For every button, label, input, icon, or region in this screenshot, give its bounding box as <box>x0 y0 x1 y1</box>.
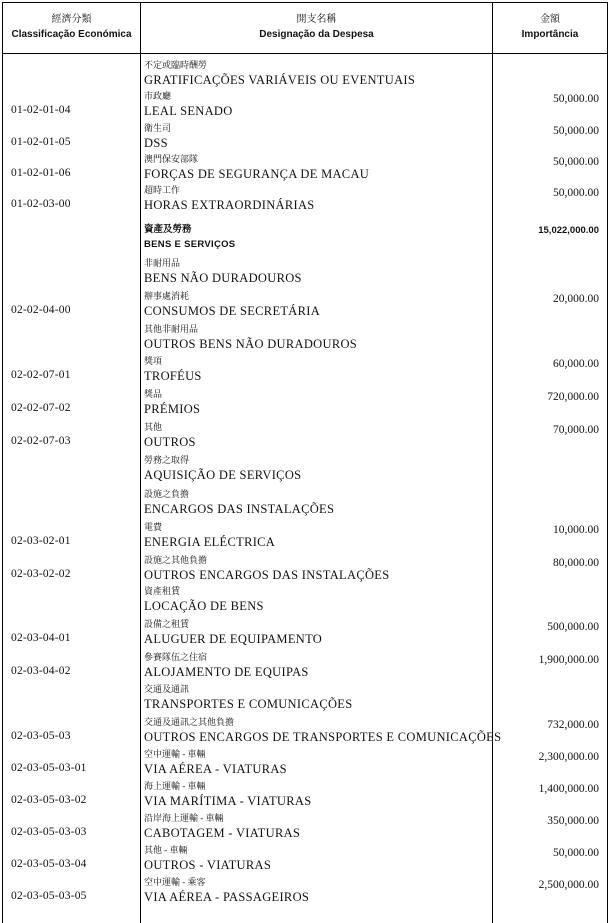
row-designation <box>144 553 489 584</box>
row-designation-pt: ALUGUER DE EQUIPAMENTO <box>144 632 323 646</box>
row-designation-pt: LOCAÇÃO DE BENS <box>144 599 264 613</box>
table-row <box>3 520 607 553</box>
table-row <box>3 584 607 617</box>
table-row <box>3 650 607 682</box>
row-designation-pt: ALOJAMENTO DE EQUIPAS <box>144 665 309 679</box>
row-designation <box>144 520 489 551</box>
header-classification-zh: 經濟分類 <box>51 14 92 25</box>
table-row <box>3 89 607 121</box>
row-designation-zh: 不定或臨時酬勞 <box>144 60 208 70</box>
table-row <box>3 715 607 747</box>
row-designation-zh: 設施之其他負擔 <box>144 555 208 565</box>
row-designation-pt: HORAS EXTRAORDINÁRIAS <box>144 198 315 212</box>
row-designation <box>144 354 489 385</box>
row-code: 02-03-04-02 <box>11 665 71 677</box>
row-designation-pt: VIA AÉREA - PASSAGEIROS <box>144 890 310 904</box>
row-designation-zh: 獎品 <box>144 389 163 399</box>
row-designation-zh: 其他 - 車輛 <box>144 845 188 855</box>
header-divider <box>3 53 607 54</box>
row-designation-pt: GRATIFICAÇÕES VARIÁVEIS OU EVENTUAIS <box>144 73 416 87</box>
row-designation <box>144 747 489 778</box>
row-code: 01-02-01-05 <box>11 136 71 148</box>
table-row <box>3 553 607 584</box>
row-code: 01-02-01-04 <box>11 104 71 116</box>
table-row <box>3 487 607 520</box>
row-designation <box>144 89 489 120</box>
row-designation-zh: 空中運輸 - 乘客 <box>144 877 206 887</box>
row-designation <box>144 420 489 451</box>
row-designation-zh: 市政廳 <box>144 91 172 101</box>
row-designation <box>144 617 489 648</box>
row-designation-pt: CABOTAGEM - VIATURAS <box>144 826 301 840</box>
row-amount: 50,000.00 <box>553 847 599 859</box>
row-designation-zh: 海上運輸 - 車輛 <box>144 781 206 791</box>
row-amount: 1,400,000.00 <box>538 783 599 795</box>
row-amount: 50,000.00 <box>553 93 599 105</box>
row-amount: 50,000.00 <box>553 187 599 199</box>
row-code: 02-03-05-03-03 <box>11 826 87 838</box>
row-designation <box>144 682 489 713</box>
table-row <box>3 875 607 907</box>
row-designation <box>144 811 489 842</box>
header-amount-zh: 金額 <box>540 14 560 25</box>
row-designation-zh: 交通及通訊之其他負擔 <box>144 717 235 727</box>
row-designation-pt: TRANSPORTES E COMUNICAÇÕES <box>144 697 353 711</box>
row-code: 02-03-05-03-01 <box>11 762 87 774</box>
row-designation-pt: VIA MARÍTIMA - VIATURAS <box>144 794 312 808</box>
header-classification-pt: Classificação Económica <box>11 29 132 40</box>
row-designation-pt: OUTROS - VIATURAS <box>144 858 272 872</box>
row-designation-zh: 獎項 <box>144 356 163 366</box>
header-designation <box>141 3 492 53</box>
row-designation-pt: DSS <box>144 136 168 150</box>
row-designation <box>144 650 489 681</box>
row-designation-zh: 非耐用品 <box>144 258 181 268</box>
table-row <box>3 843 607 875</box>
row-code: 02-02-07-02 <box>11 402 71 414</box>
row-designation-zh: 沿岸海上運輸 - 車輛 <box>144 813 224 823</box>
row-code: 02-02-04-00 <box>11 304 71 316</box>
row-designation <box>144 121 489 152</box>
row-code: 02-03-02-01 <box>11 535 71 547</box>
row-designation <box>144 58 489 89</box>
row-designation-zh: 超時工作 <box>144 185 181 195</box>
row-designation <box>144 387 489 418</box>
row-code: 02-03-05-03 <box>11 730 71 742</box>
row-designation-zh: 電費 <box>144 522 163 532</box>
table-row <box>3 152 607 183</box>
row-amount: 50,000.00 <box>553 125 599 137</box>
table-row <box>3 322 607 354</box>
row-designation <box>144 453 489 484</box>
row-designation-pt: OUTROS BENS NÃO DURADOUROS <box>144 337 358 351</box>
row-designation-zh: 資產及勞務 <box>144 224 192 235</box>
row-designation <box>144 715 502 746</box>
row-designation-pt: VIA AÉREA - VIATURAS <box>144 762 287 776</box>
row-designation-zh: 其他 <box>144 422 163 432</box>
row-amount: 20,000.00 <box>553 293 599 305</box>
row-designation-pt: LEAL SENADO <box>144 104 233 118</box>
row-amount: 10,000.00 <box>553 524 599 536</box>
row-designation-pt: PRÉMIOS <box>144 402 201 416</box>
table-row <box>3 354 607 387</box>
row-code: 02-02-07-01 <box>11 369 71 381</box>
row-designation <box>144 256 489 287</box>
table-row <box>3 121 607 152</box>
row-amount: 350,000.00 <box>547 815 599 827</box>
table-row <box>3 223 607 256</box>
row-designation-zh: 其他非耐用品 <box>144 324 199 334</box>
row-designation-pt: ENERGIA ELÉCTRICA <box>144 535 276 549</box>
row-code: 01-02-01-06 <box>11 167 71 179</box>
table-row <box>3 58 607 89</box>
table-row <box>3 289 607 322</box>
budget-table <box>2 2 608 923</box>
row-amount: 60,000.00 <box>553 358 599 370</box>
row-amount: 720,000.00 <box>547 391 599 403</box>
row-amount: 2,300,000.00 <box>538 751 599 763</box>
row-designation-pt: TROFÉUS <box>144 369 202 383</box>
row-code: 02-03-05-03-05 <box>11 890 87 902</box>
table-body <box>3 58 607 907</box>
row-amount: 2,500,000.00 <box>538 879 599 891</box>
table-row <box>3 811 607 843</box>
row-designation-zh: 交通及通訊 <box>144 684 190 694</box>
row-code: 02-03-05-03-04 <box>11 858 87 870</box>
row-designation <box>144 843 489 874</box>
table-row <box>3 682 607 715</box>
row-amount: 50,000.00 <box>553 156 599 168</box>
row-designation-zh: 勞務之取得 <box>144 455 190 465</box>
row-amount: 80,000.00 <box>553 557 599 569</box>
table-row <box>3 453 607 487</box>
row-designation-zh: 參賽隊伍之住宿 <box>144 652 208 662</box>
table-row <box>3 617 607 650</box>
header-amount-pt: Importância <box>521 29 579 40</box>
table-row <box>3 420 607 453</box>
table-row <box>3 256 607 289</box>
row-designation <box>144 322 489 353</box>
header-designation-zh: 開支名稱 <box>296 14 337 25</box>
row-designation <box>144 584 489 615</box>
row-designation-pt: BENS NÃO DURADOUROS <box>144 271 302 285</box>
row-amount: 70,000.00 <box>553 424 599 436</box>
row-designation-pt: AQUISIÇÃO DE SERVIÇOS <box>144 468 302 482</box>
row-designation-pt: BENS E SERVIÇOS <box>144 239 236 250</box>
row-designation-zh: 設備之租賃 <box>144 619 190 629</box>
row-designation <box>144 875 489 906</box>
row-amount: 15,022,000.00 <box>538 225 599 236</box>
row-designation-pt: ENCARGOS DAS INSTALAÇÕES <box>144 502 335 516</box>
row-amount: 500,000.00 <box>547 621 599 633</box>
row-designation <box>144 152 489 183</box>
row-code: 02-03-02-02 <box>11 568 71 580</box>
row-designation-zh: 設施之負擔 <box>144 489 190 499</box>
table-row <box>3 387 607 420</box>
row-designation-pt: CONSUMOS DE SECRETÁRIA <box>144 304 321 318</box>
table-row <box>3 183 607 219</box>
row-designation <box>144 487 489 518</box>
row-designation-zh: 空中運輸 - 車輛 <box>144 749 206 759</box>
header-amount <box>493 3 607 53</box>
row-amount: 1,900,000.00 <box>538 654 599 666</box>
row-code: 02-02-07-03 <box>11 435 71 447</box>
header-designation-pt: Designação da Despesa <box>259 29 374 40</box>
row-code: 02-03-05-03-02 <box>11 794 87 806</box>
row-designation-pt: FORÇAS DE SEGURANÇA DE MACAU <box>144 167 370 181</box>
table-row <box>3 747 607 779</box>
row-amount: 732,000.00 <box>547 719 599 731</box>
row-code: 01-02-03-00 <box>11 198 71 210</box>
row-designation-zh: 衛生司 <box>144 123 172 133</box>
row-designation-pt: OUTROS <box>144 435 196 449</box>
row-designation <box>144 183 489 214</box>
row-designation <box>144 289 489 320</box>
header-classification <box>3 3 140 53</box>
table-row <box>3 779 607 811</box>
row-designation-zh: 澳門保安部隊 <box>144 154 199 164</box>
row-designation <box>144 223 489 254</box>
row-designation-pt: OUTROS ENCARGOS DAS INSTALAÇÕES <box>144 568 390 582</box>
row-designation-pt: OUTROS ENCARGOS DE TRANSPORTES E COMUNICAÇÕES <box>144 730 502 744</box>
row-designation-zh: 資產租賃 <box>144 586 181 596</box>
row-designation-zh: 辦事處消耗 <box>144 291 190 301</box>
row-designation <box>144 779 489 810</box>
row-code: 02-03-04-01 <box>11 632 71 644</box>
